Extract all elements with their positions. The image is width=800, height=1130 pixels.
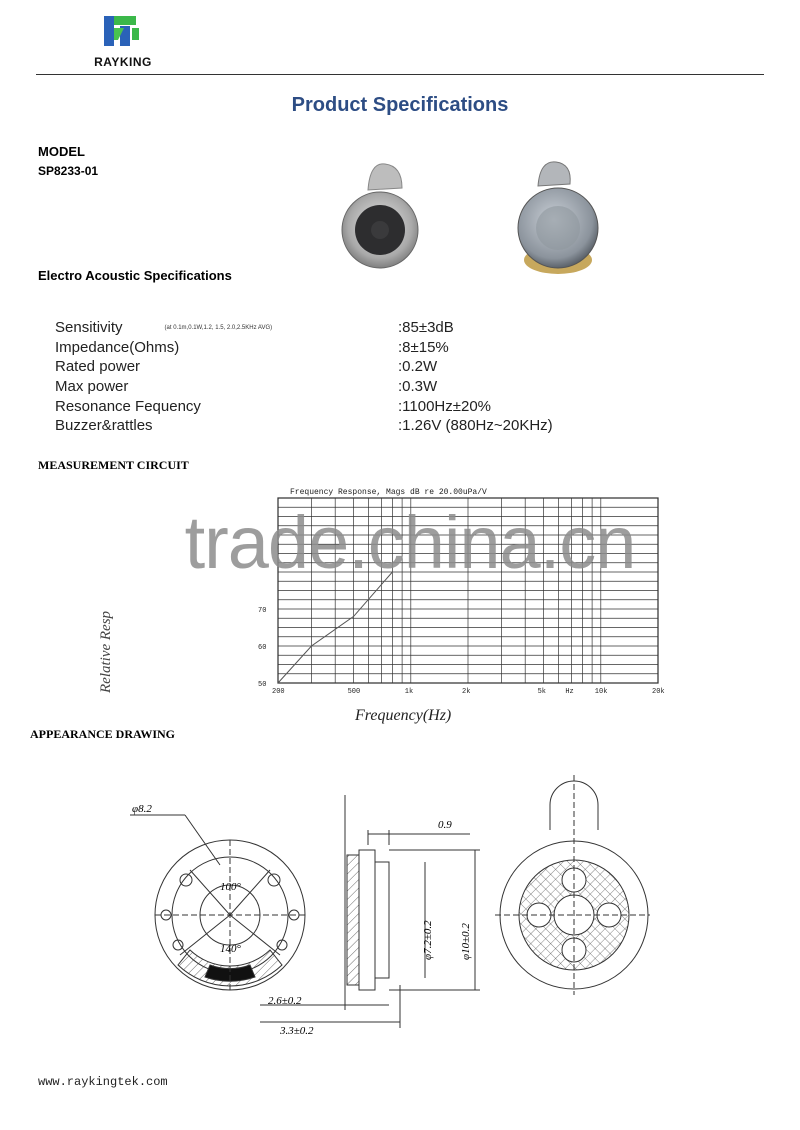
back-view	[495, 775, 650, 995]
back-photo	[518, 162, 598, 274]
x-tick-label: 1k	[404, 688, 414, 696]
spec-value-buzzer: :1.26V (880Hz~20KHz)	[398, 417, 553, 434]
spec-label-buzzer: Buzzer&rattles	[55, 417, 153, 434]
spec-label-sensitivity: Sensitivity (at 0.1m,0.1W,1.2, 1.5, 2.0,2.5KHz AVG)	[55, 319, 273, 336]
chart-ylabel: Relative Resp	[98, 610, 114, 693]
model-label: MODEL	[38, 144, 85, 159]
x-tick-label: 200	[272, 688, 285, 696]
x-tick-label: 10k	[594, 688, 608, 696]
footer-url[interactable]: www.raykingtek.com	[38, 1075, 168, 1089]
watermark-text: trade.china.cn	[184, 501, 636, 584]
dim-outer-diameter: φ8.2	[132, 803, 152, 815]
spec-value-rated-power: :0.2W	[398, 358, 438, 375]
chart-xlabel: Frequency(Hz)	[355, 707, 452, 724]
x-tick-label: 5k	[537, 688, 547, 696]
model-value: SP8233-01	[38, 164, 99, 178]
spec-value-resonance: :1100Hz±20%	[398, 398, 492, 415]
dim-diameter-10: φ10±0.2	[460, 923, 472, 960]
appearance-title: APPEARANCE DRAWING	[30, 727, 176, 741]
spec-note-sensitivity: (at 0.1m,0.1W,1.2, 1.5, 2.0,2.5KHz AVG)	[164, 325, 273, 332]
x-tick-label: 500	[347, 688, 361, 696]
dim-angle-100: 100°	[220, 881, 241, 893]
y-tick-label: 60	[258, 644, 267, 652]
dim-angle-140: 140°	[220, 943, 241, 955]
front-view	[130, 815, 305, 990]
y-tick-label: 70	[258, 607, 267, 615]
product-photos	[330, 160, 620, 290]
dim-diameter-7-2: φ7.2±0.2	[422, 920, 434, 960]
header-divider	[36, 74, 764, 75]
spec-label-impedance: Impedance(Ohms)	[55, 339, 180, 356]
dim-thickness-0-9: 0.9	[438, 819, 452, 831]
electro-acoustic-title: Electro Acoustic Specifications	[38, 268, 232, 283]
dim-height-2-6: 2.6±0.2	[268, 995, 302, 1007]
x-tick-label: 2k	[462, 688, 471, 696]
x-tick-label: 20k	[652, 688, 665, 696]
spec-label-rated-power: Rated power	[55, 358, 141, 375]
measurement-title: MEASUREMENT CIRCUIT	[38, 458, 189, 472]
spec-label-resonance: Resonance Fequency	[55, 398, 201, 415]
y-tick-label: 50	[258, 681, 267, 689]
spec-value-max-power: :0.3W	[398, 378, 438, 395]
spec-value-sensitivity: :85±3dB	[398, 319, 454, 336]
x-tick-label: Hz	[565, 688, 574, 696]
spec-label-max-power: Max power	[55, 378, 129, 395]
brand-name: RAYKING	[94, 55, 152, 69]
dim-height-3-3: 3.3±0.2	[280, 1025, 314, 1037]
chart-header: Frequency Response, Mags dB re 20.00uPa/V	[290, 488, 487, 497]
page-title: Product Specifications	[291, 94, 509, 116]
front-photo	[342, 164, 418, 268]
appearance-drawing	[120, 770, 650, 1040]
spec-value-impedance: :8±15%	[398, 339, 449, 356]
